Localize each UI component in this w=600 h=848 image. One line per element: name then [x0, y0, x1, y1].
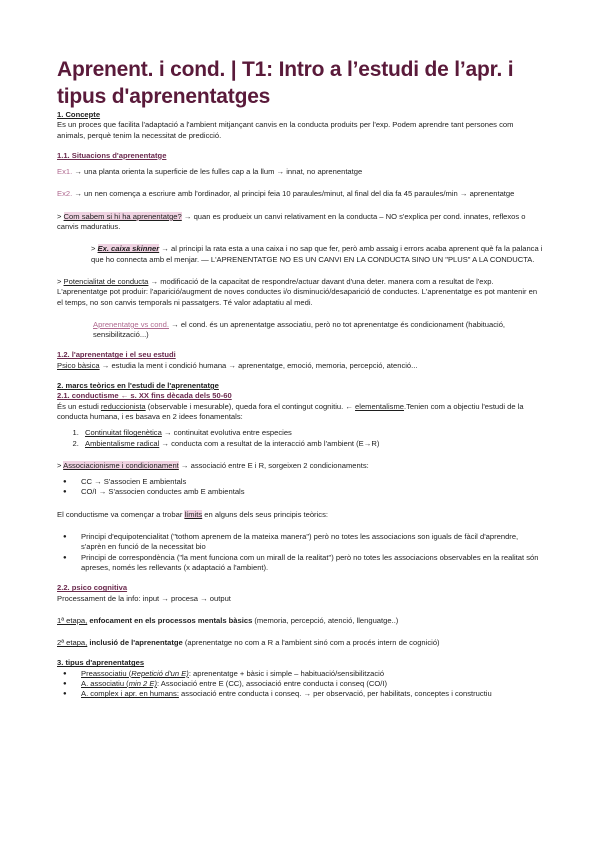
section-heading-marcs: 2. marcs teòrics en l'estudi de l'aprenentatge: [57, 381, 219, 391]
list-principis: [57, 532, 543, 573]
paragraph-potencialitat: > Potencialitat de conducta → modificació de la capacitat de respondre/actuar davant d'una deter. manera com a resultat de l'exp. L'aprenentatge pot produir: l'aparició/augment de noves conductes i/o disminució/desaparició de conductes. L'aprenentatge es pot mantenir en el temps, no son canvis temporals ni passatgers. Té valor adaptatiu al medi.: [57, 276, 538, 307]
section-heading-conductisme: 2.1. conductisme ← s. XX fins dècada dels 50-60: [57, 391, 232, 401]
list-item: ● Principi d'equipotencialitat ("tothom aprenem de la mateixa manera") però no totes les associacions son iguals de fàcil d'aprendre, s'aprèn en funció de la necessitat bio: [81, 532, 543, 553]
paragraph-skinner: > Ex. caixa skinner → al principi la rata esta a una caixa i no sap que fer, però amb assaig i errors acaba aprenent què fa la palanca i que ho connecta amb el menjar. — L'APRENENTATGE NO ES UN CANVI EN LA CONDUCTA SINO UN "PLUS" A LA CONDUCTA.: [91, 244, 543, 264]
paragraph-etapa-2: 2ª etapa, inclusió de l'aprenentatge (aprenentatge no com a R a l'ambient sinó com a procés intern de cognició): [57, 638, 440, 648]
psico-basica-label: Psico bàsica: [57, 360, 100, 370]
page-title: Aprenent. i cond. | T1: Intro a l’estudi de l’apr. i tipus d'aprenentatges: [57, 58, 514, 108]
list-ideas: [57, 428, 543, 449]
document-body: [57, 56, 543, 700]
list-item: 2. Ambientalisme radical → conducta com a resultat de la interacció amb l'ambient (E→R): [81, 439, 543, 449]
section-heading-psico-cognitiva: 2.2. psico cognitiva: [57, 583, 128, 593]
list-item: ● A. associatiu (min 2 E): Associació entre E (CC), associació entre conducta i conseq (CO/I): [81, 679, 543, 689]
list-item: ● A. complex i apr. en humans: associació entre conducta i conseq. → per observació, per habilitats, conceptes i constructiu: [81, 689, 543, 699]
paragraph-conductisme: És un estudi reduccionista (observable i mesurable), queda fora el contingut cognitiu. ← elementalisme.Tenien com a objectiu l'estudi de la conducta humana, i es basava en 2 idees fonamentals:: [57, 401, 524, 421]
list-condicionaments: [57, 477, 543, 498]
com-sabem-label: Com sabem si hi ha aprenentatge?: [63, 211, 182, 221]
paragraph-etapa-1: 1ª etapa, enfocament en els processos mentals bàsics (memoria, percepció, atenció, llenguatge..): [57, 615, 399, 625]
paragraph-limits: El conductisme va començar a trobar límits en alguns dels seus principis teòrics:: [57, 509, 328, 519]
paragraph-associacionisme: > Associacionisme i condicionament → associació entre E i R, sorgeixen 2 condicionaments:: [57, 460, 369, 470]
paragraph-processament: Processament de la info: input → procesa → output: [57, 593, 231, 603]
skinner-label: Ex. caixa skinner: [97, 244, 160, 254]
paragraph-ex1: Ex1. → una planta orienta la superficie de les fulles cap a la llum → innat, no aprenentatge: [57, 167, 363, 177]
section-heading-estudi: 1.2. l'aprenentatge i el seu estudi: [57, 350, 176, 360]
list-item: ● CC → S'associen E ambientals: [81, 477, 543, 487]
list-item: ● Principi de correspondència ("la ment funciona com un mirall de la realitat") però no totes les associacions observables en la realitat són apreses, només les rellevants (x adaptació a l'ambient).: [81, 553, 543, 574]
section-heading-situacions: 1.1. Situacions d'aprenentatge: [57, 150, 167, 160]
paragraph-com-sabem: > Com sabem si hi ha aprenentatge? → quan es produeix un canvi relativament en la conducta – NO s'explica per cond. innates, reflexos o canvis maduratius.: [57, 211, 526, 232]
list-item: ● Preassociatiu (Repetició d'un E): aprenentatge + bàsic i simple – habituació/sensibilització: [81, 669, 543, 679]
section-heading-tipus: 3. tipus d'aprenentatges: [57, 658, 145, 668]
list-item: 1. Continuitat filogenètica → continuitat evolutiva entre especies: [81, 428, 543, 438]
section-heading-concepte: 1. Concepte: [57, 110, 101, 119]
ex2-label: Ex2.: [57, 189, 73, 199]
paragraph-apr-vs-cond: Aprenentatge vs cond. → el cond. és un aprenentatge associatiu, però no tot aprenentatge és condicionament (habituació, sensibilització...): [93, 319, 506, 340]
paragraph-concepte: Es un proces que facilita l'adaptació a l'ambient mitjançant canvis en la conducta produits per l'exp. Podem aprendre tant persones com animals, perquè tenim la necessitat de predicció.: [57, 120, 514, 140]
list-item: ● CO/I → S'associen conductes amb E ambientals: [81, 487, 543, 497]
paragraph-ex2: Ex2. → un nen comença a escriure amb l'ordinador, al principi feia 10 paraules/minut, al final del dia fa 45 paraules/min → aprenentatge: [57, 189, 515, 199]
list-tipus: [57, 669, 543, 700]
ex1-label: Ex1.: [57, 167, 73, 177]
apr-vs-cond-label: Aprenentatge vs cond.: [93, 319, 169, 329]
associacionisme-label: Associacionisme i condicionament: [63, 460, 179, 470]
paragraph-psico-basica: Psico bàsica → estudia la ment i condició humana → aprenentatge, emoció, memoria, percepció, atenció...: [57, 360, 418, 370]
potencialitat-label: Potencialitat de conducta: [63, 276, 149, 286]
